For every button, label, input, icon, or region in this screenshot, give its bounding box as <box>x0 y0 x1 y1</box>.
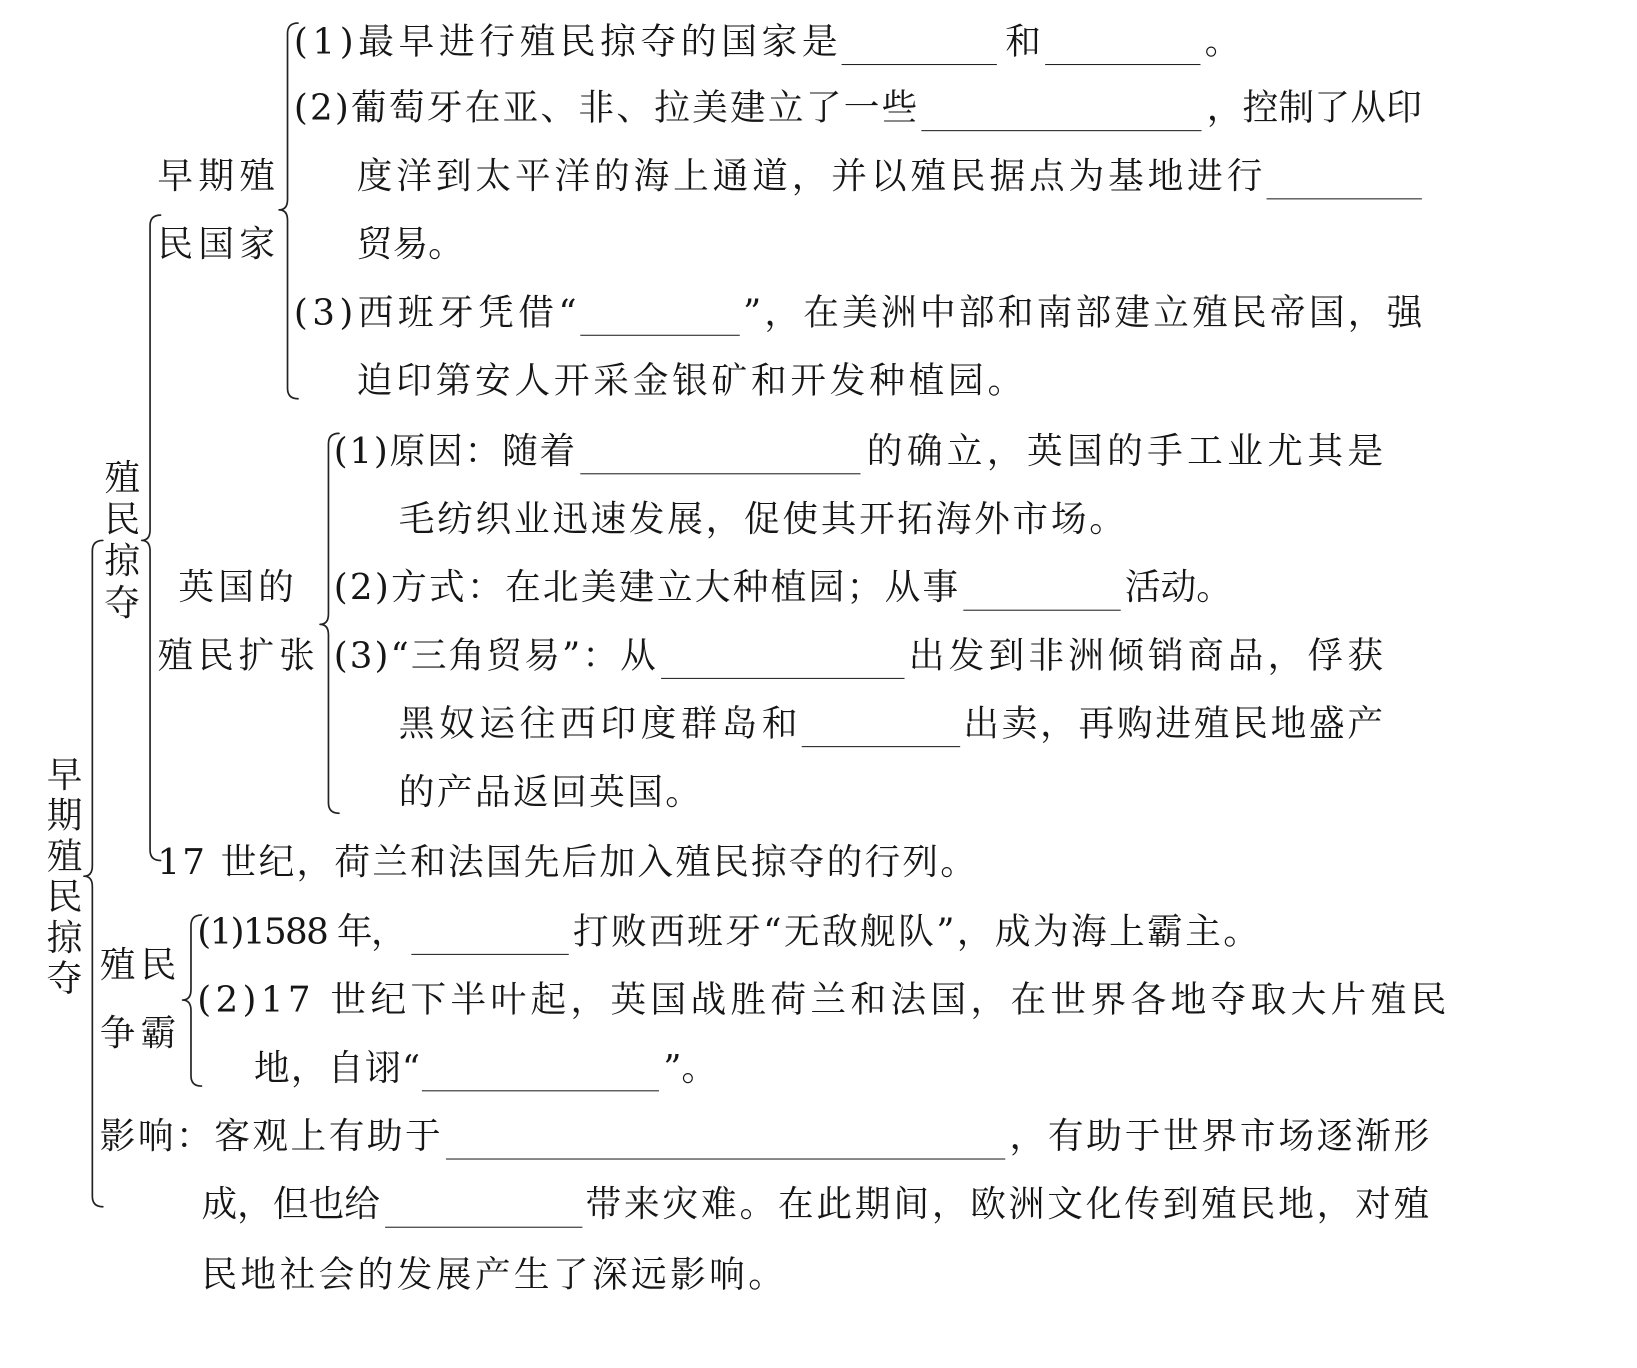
early-states-item1-text: (1)最早进行殖民掠夺的国家是 <box>293 20 843 63</box>
britain-item3-line2-cont: 出卖，再购进殖民地盛产 <box>963 703 1386 746</box>
hegemony-item1-text-cont: 打败西班牙“无敌舰队”，成为海上霸主。 <box>572 910 1262 953</box>
early-states-item1-and: 和 <box>1005 20 1041 63</box>
early-states-item2-text-cont: ，控制了从印 <box>1206 87 1423 130</box>
britain-item1-text: (1)原因：随着 <box>333 430 578 473</box>
hegemony-label-line1: 殖民 <box>99 944 182 987</box>
impact-text: 影响：客观上有助于 <box>99 1115 444 1158</box>
brace-britain <box>320 433 339 813</box>
hegemony-item2-line2-end: ”。 <box>663 1047 718 1090</box>
hegemony-label-line2: 争霸 <box>99 1012 182 1055</box>
impact-line3: 民地社会的发展产生了深远影响。 <box>201 1253 788 1296</box>
brace-early-states <box>279 23 298 399</box>
britain-item3-text: (3)“三角贸易”：从 <box>333 634 658 677</box>
answer-blank <box>963 610 1120 611</box>
answer-blank <box>1267 198 1422 199</box>
dutch-french-text: 17 世纪，荷兰和法国先后加入殖民掠夺的行列。 <box>157 841 979 884</box>
impact-text-cont: ，有助于世界市场逐渐形 <box>1009 1115 1432 1158</box>
impact-line2-cont: 带来灾难。在此期间，欧洲文化传到殖民地，对殖 <box>585 1183 1433 1226</box>
answer-blank <box>1045 64 1200 65</box>
britain-item3-line2: 黑奴运往西印度群岛和 <box>398 703 803 746</box>
hegemony-item1-text: (1)1588 年， <box>197 910 406 953</box>
impact-line2: 成，但也给 <box>201 1183 380 1226</box>
brace-plunder <box>142 215 161 860</box>
answer-blank <box>580 335 740 336</box>
early-states-label-line2: 民国家 <box>157 223 281 266</box>
early-states-item3-text-cont: ”，在美洲中部和南部建立殖民帝国，强 <box>742 291 1426 334</box>
answer-blank <box>802 746 960 747</box>
hegemony-item2-line2: 地，自诩“ <box>253 1047 422 1090</box>
early-states-item3-line2: 迫印第安人开采金银矿和开发种植园。 <box>356 359 1027 402</box>
early-states-item2-line2: 度洋到太平洋的海上通道，并以殖民据点为基地进行 <box>356 155 1267 198</box>
answer-blank <box>661 678 904 679</box>
early-states-label-line1: 早期殖 <box>157 155 281 198</box>
plunder-label: 殖民掠夺 <box>97 458 140 626</box>
britain-item1-text-cont: 的确立，英国的手工业尤其是 <box>866 430 1388 473</box>
answer-blank <box>580 473 860 474</box>
answer-blank <box>842 64 997 65</box>
brace-root <box>84 540 103 1206</box>
britain-label-line1: 英国的 <box>178 566 299 609</box>
early-states-item3-text: (3)西班牙凭借“ <box>293 291 582 334</box>
early-states-item2-text: (2)葡萄牙在亚、非、拉美建立了一些 <box>293 87 920 130</box>
britain-item1-line2: 毛纺织业迅速发展，促使其开拓海外市场。 <box>398 498 1128 541</box>
hegemony-item2-text: (2)17 世纪下半叶起，英国战胜荷兰和法国，在世界各地夺取大片殖民 <box>197 979 1451 1022</box>
early-states-item2-line3: 贸易。 <box>356 223 464 266</box>
britain-label-line2: 殖民扩张 <box>157 634 320 677</box>
early-states-item1-end: 。 <box>1204 20 1241 63</box>
britain-item2-text: (2)方式：在北美建立大种植园；从事 <box>333 566 961 609</box>
britain-item3-text-cont: 出发到非洲倾销商品，俘获 <box>908 634 1388 677</box>
answer-blank <box>446 1158 1005 1159</box>
answer-blank <box>385 1227 582 1228</box>
answer-blank <box>921 130 1201 131</box>
britain-item2-text-cont: 活动。 <box>1124 566 1232 609</box>
root-label: 早期殖民掠夺 <box>39 755 82 1000</box>
britain-item3-line3: 的产品返回英国。 <box>398 771 704 814</box>
answer-blank <box>422 1090 659 1091</box>
answer-blank <box>411 954 568 955</box>
